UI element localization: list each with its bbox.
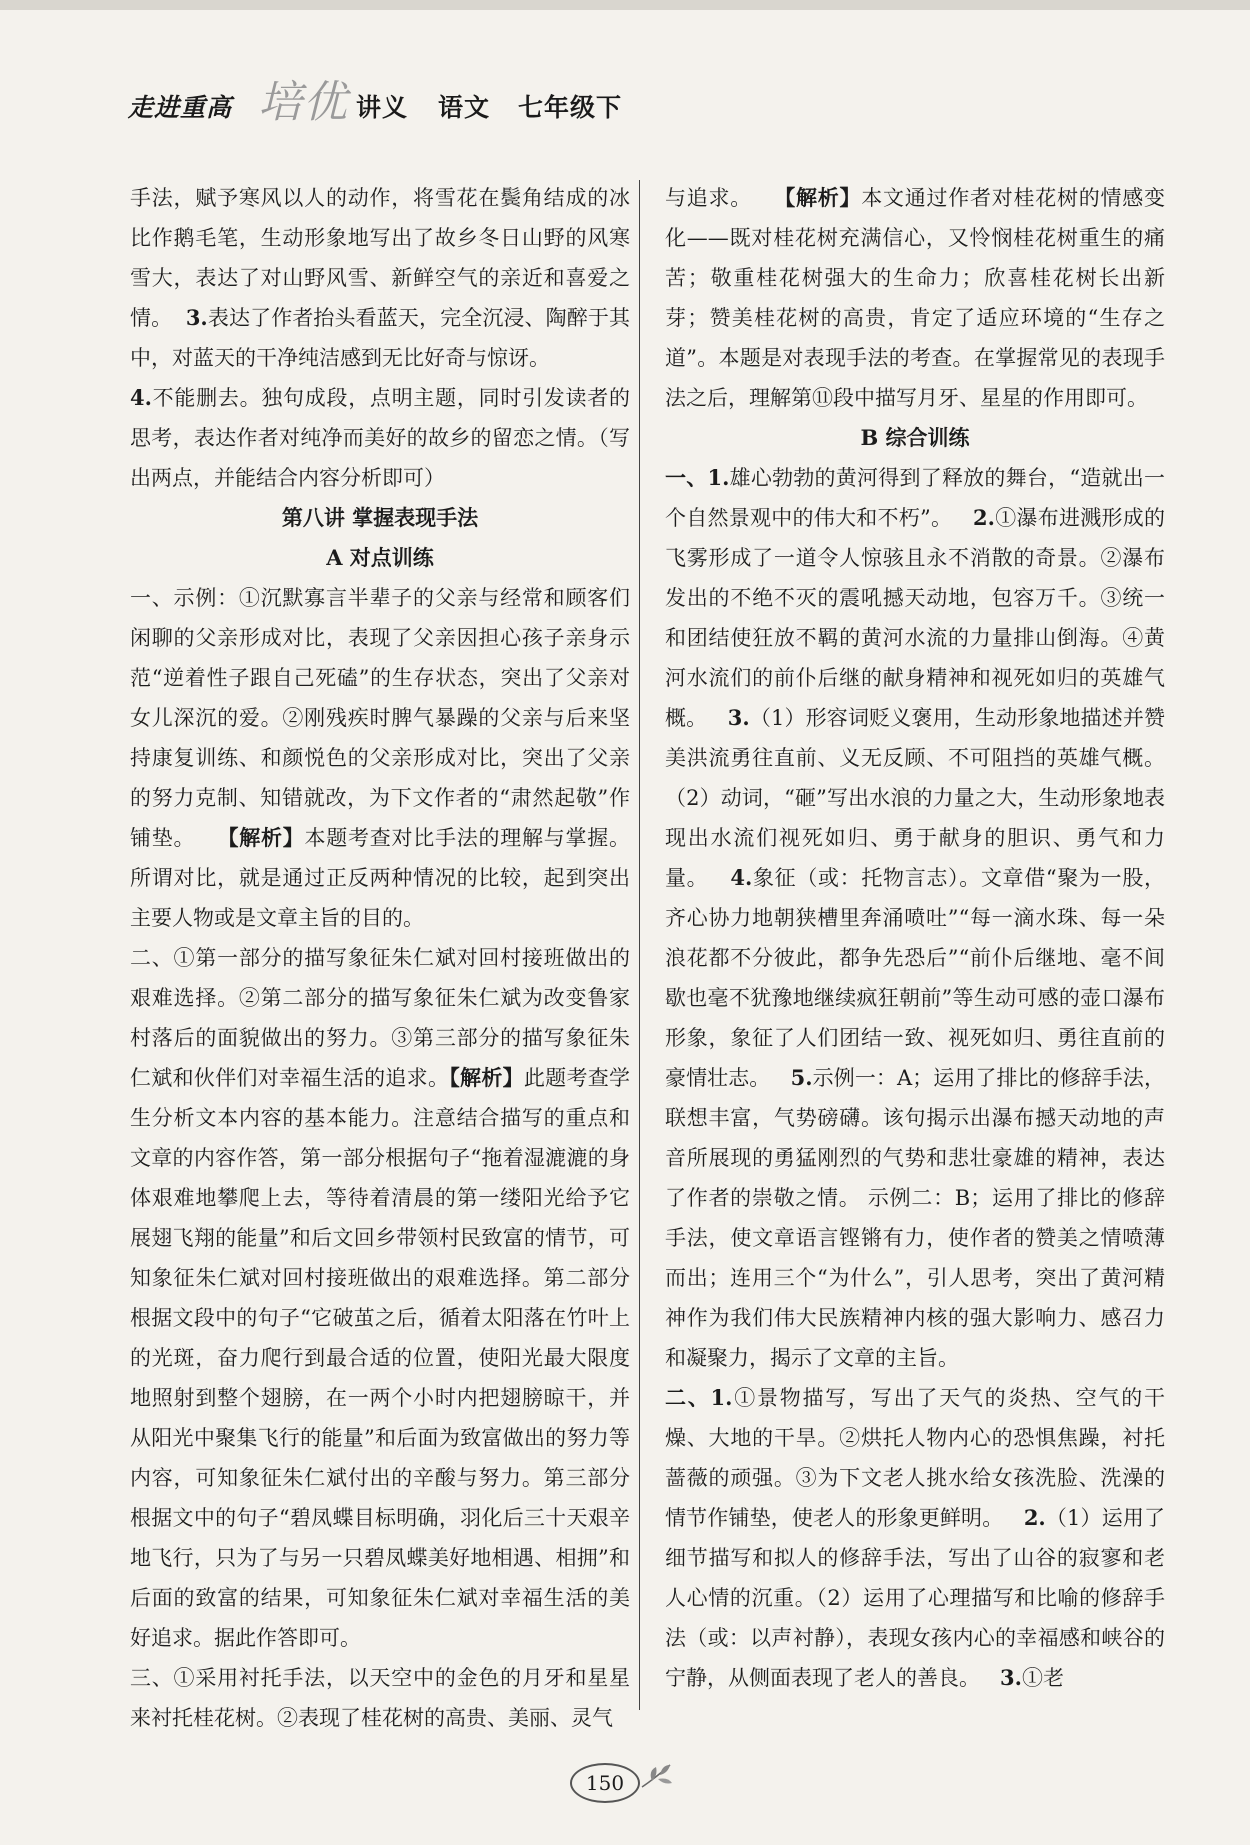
top-scan-edge (0, 0, 1250, 10)
answer-paragraph: 手法，赋予寒风以人的动作，将雪花在鬓角结成的冰比作鹅毛笔，生动形象地写出了故乡冬日山野的风寒雪大，表达了对山野风雪、新鲜空气的亲近和喜爱之情。 3.表达了作者抬头看蓝天，完全沉浸、陶醉于其中，对蓝天的干净纯洁感到无比好奇与惊讶。 (130, 186, 631, 370)
lecture-label: 讲义 (356, 93, 409, 122)
answer-paragraph: 一、1.雄心勃勃的黄河得到了释放的舞台，“造就出一个自然景观中的伟大和不朽”。 2.①瀑布进溅形成的飞雾形成了一道令人惊骇且永不消散的奇景。②瀑布发出的不绝不灭的震吼撼天动地，包容万千。③统一和团结使狂放不羁的黄河水流的力量排山倒海。④黄河水流们的前仆后继的献身精神和视死如归的英雄气概。 3.（1）形容词贬义褒用，生动形象地描述并赞美洪流勇往直前、义无反顾、不可阻挡的英雄气概。（2）动词，“砸”写出水浪的力量之大，生动形象地表现出水流们视死如归、勇于献身的胆识、勇气和力量。 4.象征（或：托物言志）。文章借“聚为一股，齐心协力地朝狭槽里奔涌喷吐”“每一滴水珠、每一朵浪花都不分彼此，都争先恐后”“前仆后继地、毫不间歇也毫不犹豫地继续疯狂朝前”等生动可感的壶口瀑布形象，象征了人们团结一致、视死如归、勇往直前的豪情壮志。 5.示例一：A；运用了排比的修辞手法，联想丰富，气势磅礴。该句揭示出瀑布撼天动地的声音所展现的勇猛刚烈的气势和悲壮豪雄的精神，表达了作者的崇敬之情。 示例二：B；运用了排比的修辞手法，使文章语言铿锵有力，使作者的赞美之情喷薄而出；连用三个“为什么”，引人思考，突出了黄河精神作为我们伟大民族精神内核的强大影响力、感召力和凝聚力，揭示了文章的主旨。 (665, 465, 1165, 1370)
subject-label: 语文 (438, 93, 491, 122)
answer-paragraph: 4.不能删去。独句成段，点明主题，同时引发读者的思考，表达作者对纯净而美好的故乡的留恋之情。（写出两点，并能结合内容分析即可） (130, 385, 630, 490)
analysis-tag: 【解析】 (774, 185, 862, 210)
answer-paragraph: 三、①采用衬托手法，以天空中的金色的月牙和星星来衬托桂花树。②表现了桂花树的高贵、美丽、灵气 (130, 1666, 630, 1730)
answer-paragraph: 二、①第一部分的描写象征朱仁斌对回村接班做出的艰难选择。②第二部分的描写象征朱仁斌为改变鲁家村落后的面貌做出的努力。③第三部分的描写象征朱仁斌和伙伴们对幸福生活的追求。【解析】此题考查学生分析文本内容的基本能力。注意结合描写的重点和文章的内容作答，第一部分根据句子“拖着湿漉漉的身体艰难地攀爬上去，等待着清晨的第一缕阳光给予它展翅飞翔的能量”和后文回乡带领村民致富的情节，可知象征朱仁斌对回村接班做出的艰难选择。第二部分根据文段中的句子“它破茧之后，循着太阳落在竹叶上的光斑，奋力爬行到最合适的位置，使阳光最大限度地照射到整个翅膀，在一两个小时内把翅膀晾干，并从阳光中聚集飞行的能量”和后面为致富做出的努力等内容，可知象征朱仁斌付出的辛酸与努力。第三部分根据文中的句子“碧凤蝶目标明确，羽化后三十天艰辛地飞行，只为了与另一只碧凤蝶美好地相遇、相拥”和后面的致富的结果，可知象征朱仁斌对幸福生活的美好追求。据此作答即可。 (130, 946, 631, 1650)
page-footer (570, 1755, 680, 1815)
answer-paragraph: 二、1.①景物描写，写出了天气的炎热、空气的干燥、大地的干旱。②烘托人物内心的恐惧焦躁，衬托蔷薇的顽强。③为下文老人挑水给女孩洗脸、洗澡的情节作铺垫，使老人的形象更鲜明。 2.（1）运用了细节描写和拟人的修辞手法，写出了山谷的寂寥和老人心情的沉重。（2）运用了心理描写和比喻的修辞手法（或：以声衬静），表现女孩内心的幸福感和峡谷的宁静，从侧面表现了老人的善良。 3.①老 (665, 1385, 1165, 1690)
page-header (128, 78, 1128, 128)
series-script-logo: 培优 (258, 77, 348, 128)
section-title: 第八讲 掌握表现手法 (281, 505, 479, 530)
subsection-title-b: B 综合训练 (860, 425, 970, 450)
right-column (665, 178, 1165, 1698)
analysis-tag: 【解析】 (217, 825, 305, 850)
leaf-ornament-icon (640, 1761, 676, 1795)
answer-paragraph: 与追求。 【解析】本文通过作者对桂花树的情感变化——既对桂花树充满信心，又怜悯桂花树重生的痛苦；敬重桂花树强大的生命力；欣喜桂花树长出新芽；赞美桂花树的高贵，肯定了适应环境的“生存之道”。本题是对表现手法的考查。在掌握常见的表现手法之后，理解第⑪段中描写月牙、星星的作用即可。 (665, 185, 1166, 410)
grade-label: 七年级下 (518, 93, 623, 122)
left-column (130, 178, 630, 1738)
analysis-tag: 【解析】 (449, 1065, 524, 1090)
subsection-title-a: A 对点训练 (326, 545, 434, 570)
page-number: 150 (570, 1763, 640, 1803)
answer-paragraph: 一、示例：①沉默寡言半辈子的父亲与经常和顾客们闲聊的父亲形成对比，表现了父亲因担心孩子亲身示范“逆着性子跟自己死磕”的生存状态，突出了父亲对女儿深沉的爱。②刚残疾时脾气暴躁的父亲与后来坚持康复训练、和颜悦色的父亲形成对比，突出了父亲的努力克制、知错就改，为下文作者的“肃然起敬”作铺垫。 【解析】本题考查对比手法的理解与掌握。所谓对比，就是通过正反两种情况的比较，起到突出主要人物或是文章主旨的目的。 (130, 586, 631, 930)
series-title: 走进重高 (128, 93, 233, 122)
column-divider (639, 180, 640, 1710)
